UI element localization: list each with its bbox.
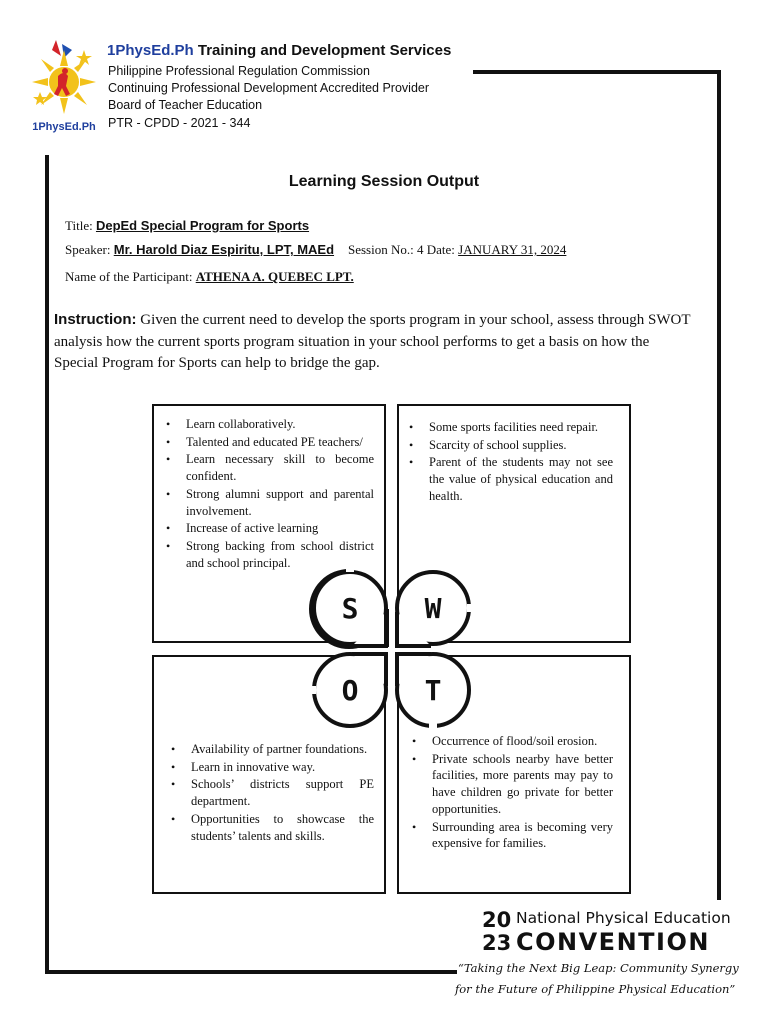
threats-list — [399, 733, 613, 852]
tagline-line-1: “Taking the Next Big Leap: Community Synergy — [458, 961, 739, 975]
convention-title: National Physical Education — [516, 909, 731, 927]
list-item: • Learn necessary skill to become confident. — [186, 451, 374, 484]
list-item: • Learn in innovative way. — [191, 759, 374, 776]
convention-name: CONVENTION — [516, 928, 710, 956]
participant-value: ATHENA A. QUEBEC LPT. — [195, 269, 354, 284]
list-item: • Opportunities to showcase the students’ talents and skills. — [191, 811, 374, 844]
swot-letter-t: T — [424, 674, 442, 707]
org-line-bte: Board of Teacher Education — [108, 98, 263, 112]
list-item: • Learn collaboratively. — [186, 416, 374, 433]
participant-field — [65, 269, 354, 285]
convention-year-top: 20 — [482, 908, 512, 932]
org-line-ptr: PTR - CPDD - 2021 - 344 — [108, 116, 251, 130]
tagline-line-2: for the Future of Philippine Physical Education” — [455, 982, 736, 996]
instruction-paragraph — [54, 309, 694, 375]
org-line-prc: Philippine Professional Regulation Commission — [108, 64, 370, 78]
org-name — [107, 42, 451, 59]
list-item: • Schools’ districts support PE department. — [191, 776, 374, 809]
swot-letter-w: W — [424, 592, 442, 625]
list-item: • Strong backing from school district and school principal. — [186, 538, 374, 571]
convention-year-bottom: 23 — [482, 931, 512, 955]
frame-top-line — [473, 70, 721, 74]
list-item: • Occurrence of flood/soil erosion. — [432, 733, 613, 750]
document-title: Learning Session Output — [288, 173, 480, 190]
speaker-value: Mr. Harold Diaz Espiritu, LPT, MAEd — [113, 242, 335, 257]
speaker-field — [65, 242, 334, 258]
instruction-text: Given the current need to develop the sports program in your school, assess through SWOT analysis how the current sports program situation in your school performs to get a basis on how the Special Program for Sports can help to bridge the gap. — [54, 312, 691, 371]
org-line-cpd: Continuing Professional Development Accredited Provider — [108, 81, 430, 95]
frame-left-line — [45, 155, 49, 973]
swot-letter-s: S — [341, 592, 359, 625]
strengths-list — [154, 416, 374, 571]
list-item: • Private schools nearby have better facilities, more parents may pay to have children go private for better opportunities. — [432, 751, 613, 818]
swot-circles — [300, 560, 480, 730]
speaker-label: Speaker: — [65, 242, 114, 257]
list-item: • Availability of partner foundations. — [191, 741, 374, 758]
org-name-rest: Training and Development Services — [193, 42, 452, 59]
title-field — [65, 218, 309, 234]
list-item: • Surrounding area is becoming very expensive for families. — [432, 819, 613, 852]
participant-label: Name of the Participant: — [65, 269, 196, 284]
list-item: • Scarcity of school supplies. — [429, 437, 613, 454]
session-field — [348, 242, 566, 258]
opportunities-list — [154, 741, 374, 844]
list-item: • Talented and educated PE teachers/ — [186, 434, 374, 451]
list-item: • Increase of active learning — [186, 520, 374, 537]
date-value: JANUARY 31, 2024 — [458, 242, 567, 257]
list-item: • Strong alumni support and parental involvement. — [186, 486, 374, 519]
list-item: • Some sports facilities need repair. — [429, 419, 613, 436]
session-label: Session No.: 4 Date: — [348, 242, 459, 257]
title-value: DepEd Special Program for Sports — [95, 218, 310, 233]
org-brand: 1PhysEd.Ph — [107, 42, 194, 59]
weaknesses-list — [399, 419, 613, 505]
frame-right-line — [717, 70, 721, 900]
frame-bottom-line — [45, 970, 457, 974]
logo-text: 1PhysEd.Ph — [32, 121, 96, 133]
list-item: • Parent of the students may not see the value of physical education and health. — [429, 454, 613, 504]
logo-1physed — [26, 30, 102, 134]
swot-letter-o: O — [341, 674, 359, 707]
title-label: Title: — [65, 218, 96, 233]
instruction-label: Instruction: — [54, 311, 137, 328]
